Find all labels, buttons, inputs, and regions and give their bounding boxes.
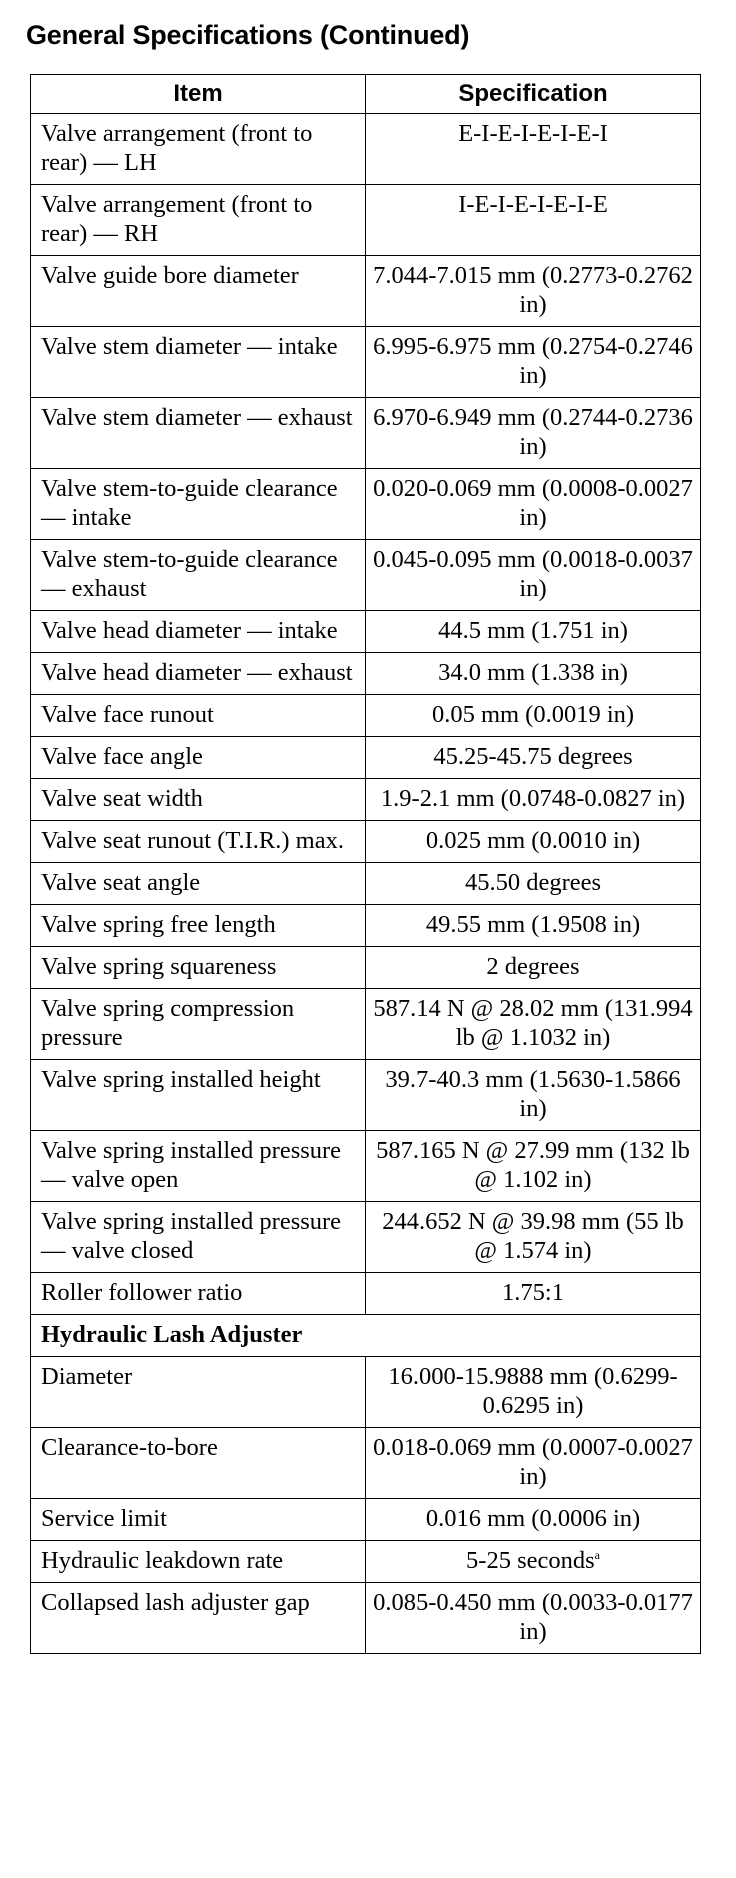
table-row bbox=[31, 653, 701, 695]
column-header-item: Item bbox=[31, 75, 366, 114]
spec-cell bbox=[366, 1541, 701, 1583]
table-row bbox=[31, 469, 701, 540]
table-row bbox=[31, 947, 701, 989]
spec-value-text: 5-25 seconds bbox=[466, 1547, 595, 1574]
item-cell: Valve spring installed pressure — valve open bbox=[31, 1131, 366, 1202]
item-cell: Roller follower ratio bbox=[31, 1273, 366, 1315]
spec-cell: 34.0 mm (1.338 in) bbox=[366, 653, 701, 695]
item-cell: Valve guide bore diameter bbox=[31, 256, 366, 327]
spec-cell: 6.970-6.949 mm (0.2744-0.2736 in) bbox=[366, 398, 701, 469]
item-cell: Collapsed lash adjuster gap bbox=[31, 1583, 366, 1654]
spec-cell: 7.044-7.015 mm (0.2773-0.2762 in) bbox=[366, 256, 701, 327]
item-cell: Valve spring squareness bbox=[31, 947, 366, 989]
spec-cell: I-E-I-E-I-E-I-E bbox=[366, 185, 701, 256]
spec-cell: 0.05 mm (0.0019 in) bbox=[366, 695, 701, 737]
table-row bbox=[31, 1060, 701, 1131]
page-title: General Specifications (Continued) bbox=[26, 20, 470, 50]
spec-cell: 49.55 mm (1.9508 in) bbox=[366, 905, 701, 947]
spec-cell: 39.7-40.3 mm (1.5630-1.5866 in) bbox=[366, 1060, 701, 1131]
table-row bbox=[31, 989, 701, 1060]
table-row bbox=[31, 1428, 701, 1499]
table-row bbox=[31, 779, 701, 821]
item-cell: Service limit bbox=[31, 1499, 366, 1541]
spec-cell: 45.25-45.75 degrees bbox=[366, 737, 701, 779]
spec-cell: 0.020-0.069 mm (0.0008-0.0027 in) bbox=[366, 469, 701, 540]
spec-cell: 6.995-6.975 mm (0.2754-0.2746 in) bbox=[366, 327, 701, 398]
spec-cell: 1.9-2.1 mm (0.0748-0.0827 in) bbox=[366, 779, 701, 821]
table-row bbox=[31, 185, 701, 256]
table-row bbox=[31, 863, 701, 905]
item-cell: Valve stem-to-guide clearance — exhaust bbox=[31, 540, 366, 611]
table-row bbox=[31, 1499, 701, 1541]
table-row bbox=[31, 1583, 701, 1654]
item-cell: Valve spring installed pressure — valve closed bbox=[31, 1202, 366, 1273]
table-row bbox=[31, 821, 701, 863]
item-cell: Valve face angle bbox=[31, 737, 366, 779]
item-cell: Valve stem-to-guide clearance — intake bbox=[31, 469, 366, 540]
spec-cell: 45.50 degrees bbox=[366, 863, 701, 905]
item-cell: Clearance-to-bore bbox=[31, 1428, 366, 1499]
table-row bbox=[31, 114, 701, 185]
spec-cell: 244.652 N @ 39.98 mm (55 lb @ 1.574 in) bbox=[366, 1202, 701, 1273]
item-cell: Diameter bbox=[31, 1357, 366, 1428]
spec-cell: 0.045-0.095 mm (0.0018-0.0037 in) bbox=[366, 540, 701, 611]
item-cell: Valve stem diameter — intake bbox=[31, 327, 366, 398]
table-row bbox=[31, 1131, 701, 1202]
item-cell: Valve arrangement (front to rear) — RH bbox=[31, 185, 366, 256]
item-cell: Valve stem diameter — exhaust bbox=[31, 398, 366, 469]
table-row bbox=[31, 398, 701, 469]
item-cell: Valve head diameter — exhaust bbox=[31, 653, 366, 695]
table-row bbox=[31, 327, 701, 398]
item-cell: Valve head diameter — intake bbox=[31, 611, 366, 653]
item-cell: Valve spring free length bbox=[31, 905, 366, 947]
spec-cell: 2 degrees bbox=[366, 947, 701, 989]
table-row bbox=[31, 611, 701, 653]
item-cell: Hydraulic leakdown rate bbox=[31, 1541, 366, 1583]
spec-cell: 0.018-0.069 mm (0.0007-0.0027 in) bbox=[366, 1428, 701, 1499]
column-header-specification: Specification bbox=[366, 75, 701, 114]
table-row bbox=[31, 1357, 701, 1428]
spec-cell: 587.165 N @ 27.99 mm (132 lb @ 1.102 in) bbox=[366, 1131, 701, 1202]
item-cell: Valve arrangement (front to rear) — LH bbox=[31, 114, 366, 185]
table-row bbox=[31, 256, 701, 327]
spec-cell: 44.5 mm (1.751 in) bbox=[366, 611, 701, 653]
table-row bbox=[31, 1202, 701, 1273]
table-header-row bbox=[31, 75, 701, 114]
spec-cell: 0.085-0.450 mm (0.0033-0.0177 in) bbox=[366, 1583, 701, 1654]
item-cell: Valve spring compression pressure bbox=[31, 989, 366, 1060]
item-cell: Valve seat width bbox=[31, 779, 366, 821]
table-row bbox=[31, 1541, 701, 1583]
specifications-table bbox=[30, 74, 701, 1654]
item-cell: Valve seat angle bbox=[31, 863, 366, 905]
spec-cell: 1.75:1 bbox=[366, 1273, 701, 1315]
item-cell: Valve seat runout (T.I.R.) max. bbox=[31, 821, 366, 863]
table-row bbox=[31, 540, 701, 611]
spec-cell: 0.025 mm (0.0010 in) bbox=[366, 821, 701, 863]
section-header-row bbox=[31, 1315, 701, 1357]
item-cell: Valve face runout bbox=[31, 695, 366, 737]
spec-cell: 587.14 N @ 28.02 mm (131.994 lb @ 1.1032 in) bbox=[366, 989, 701, 1060]
table-row bbox=[31, 1273, 701, 1315]
footnote-marker: a bbox=[594, 1547, 600, 1562]
spec-cell: 0.016 mm (0.0006 in) bbox=[366, 1499, 701, 1541]
section-header-hydraulic-lash-adjuster: Hydraulic Lash Adjuster bbox=[31, 1315, 701, 1357]
table-row bbox=[31, 905, 701, 947]
table-row bbox=[31, 737, 701, 779]
item-cell: Valve spring installed height bbox=[31, 1060, 366, 1131]
spec-cell: 16.000-15.9888 mm (0.6299-0.6295 in) bbox=[366, 1357, 701, 1428]
table-row bbox=[31, 695, 701, 737]
spec-cell: E-I-E-I-E-I-E-I bbox=[366, 114, 701, 185]
